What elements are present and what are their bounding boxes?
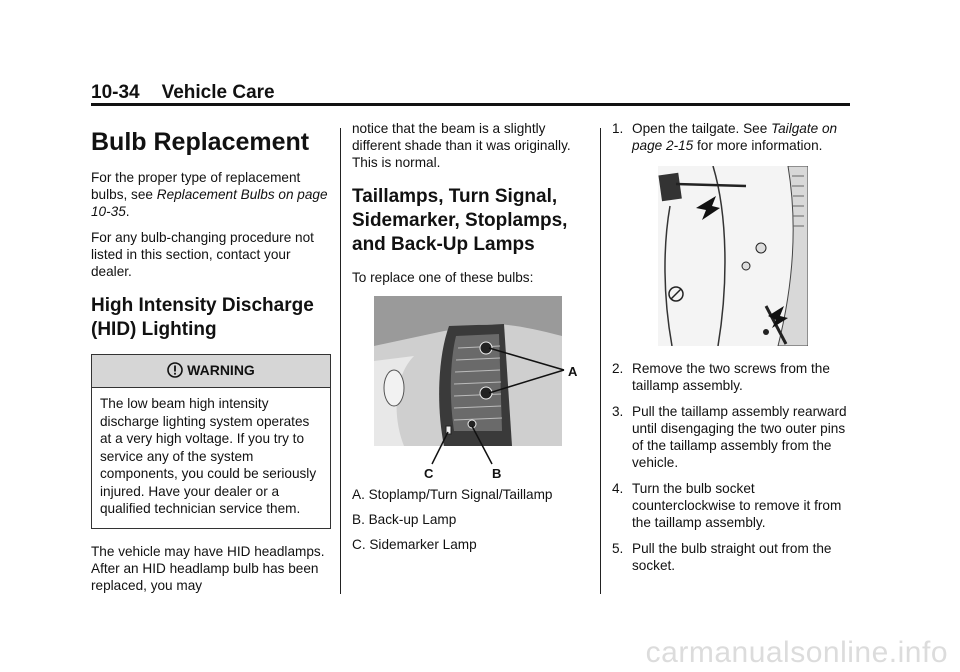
column-1 (91, 120, 331, 603)
section-heading-hid: High Intensity Discharge (HID) Lighting (91, 295, 314, 340)
step-number: 2. (612, 361, 624, 376)
paragraph-replacement-bulbs (91, 169, 331, 220)
header-rule (91, 103, 850, 106)
cross-reference-link[interactable]: Replacement Bulbs on page 10-35 (91, 187, 328, 219)
step-text-end: for more information. (693, 138, 823, 153)
page-header (91, 82, 275, 104)
step-text: Turn the bulb socket counterclockwise to remove it from the taillamp assembly. (632, 481, 842, 530)
step-item (612, 120, 852, 154)
page-number: 10-34 (91, 82, 140, 103)
step-number: 1. (612, 121, 624, 136)
legend-item: A. Stoplamp/Turn Signal/Taillamp (352, 487, 553, 502)
step-text: Pull the bulb straight out from the socket. (632, 541, 832, 573)
taillamp-drawing (374, 296, 582, 486)
figure-legend (352, 486, 592, 553)
section-title: Vehicle Care (161, 82, 275, 103)
legend-item: C. Sidemarker Lamp (352, 537, 477, 552)
column-2 (352, 120, 592, 561)
step-item (612, 480, 852, 531)
warning-header (92, 355, 330, 388)
tailgate-link[interactable]: Tailgate on page 2-15 (632, 121, 838, 153)
callout-c: C (424, 466, 434, 481)
steps-list (612, 120, 852, 154)
page-title: Bulb Replacement (91, 128, 310, 156)
warning-icon (167, 362, 183, 378)
step-item (612, 540, 852, 574)
step-item (612, 360, 852, 394)
step-text: Open the tailgate. See (632, 121, 772, 136)
step-number: 4. (612, 481, 624, 496)
tailgate-illustration (658, 166, 808, 346)
legend-item: B. Back-up Lamp (352, 512, 457, 527)
callout-a: A (568, 364, 578, 379)
paragraph-hid-headlamps: The vehicle may have HID headlamps. After an HID headlamp bulb has been replaced, you may (91, 543, 325, 593)
tailgate-drawing (658, 166, 808, 346)
paragraph-end: . (125, 204, 130, 219)
steps-list-continued (612, 360, 852, 574)
step-number: 5. (612, 541, 624, 556)
paragraph-replace-intro: To replace one of these bulbs: (352, 270, 534, 285)
warning-label: WARNING (187, 362, 255, 378)
step-text: Pull the taillamp assembly rearward until disengaging the two outer pins of the taillamp assembly from the vehicle. (632, 404, 847, 470)
paragraph-contact-dealer: For any bulb-changing procedure not listed in this section, contact your dealer. (91, 230, 314, 279)
step-text: Remove the two screws from the taillamp assembly. (632, 361, 830, 393)
step-number: 3. (612, 404, 624, 419)
warning-text: The low beam high intensity discharge lighting system operates at a very high voltage. If you try to service any of the system components, you could be seriously injured. Have your dealer or a qualified technician service them. (100, 396, 317, 516)
watermark: carmanualsonline.info (645, 636, 948, 669)
paragraph-beam-shade: notice that the beam is a slightly different shade than it was originally. This is normal. (352, 121, 571, 170)
section-heading-taillamps: Taillamps, Turn Signal, Sidemarker, Stoplamps, and Back-Up Lamps (352, 186, 568, 255)
paragraph-text: For the proper type of replacement bulbs, see (91, 170, 301, 202)
step-item (612, 403, 852, 471)
callout-b: B (492, 466, 502, 481)
column-3 (612, 120, 852, 583)
warning-box (91, 354, 331, 529)
column-divider-1 (340, 128, 341, 594)
column-divider-2 (600, 128, 601, 594)
taillamp-illustration (374, 296, 582, 486)
